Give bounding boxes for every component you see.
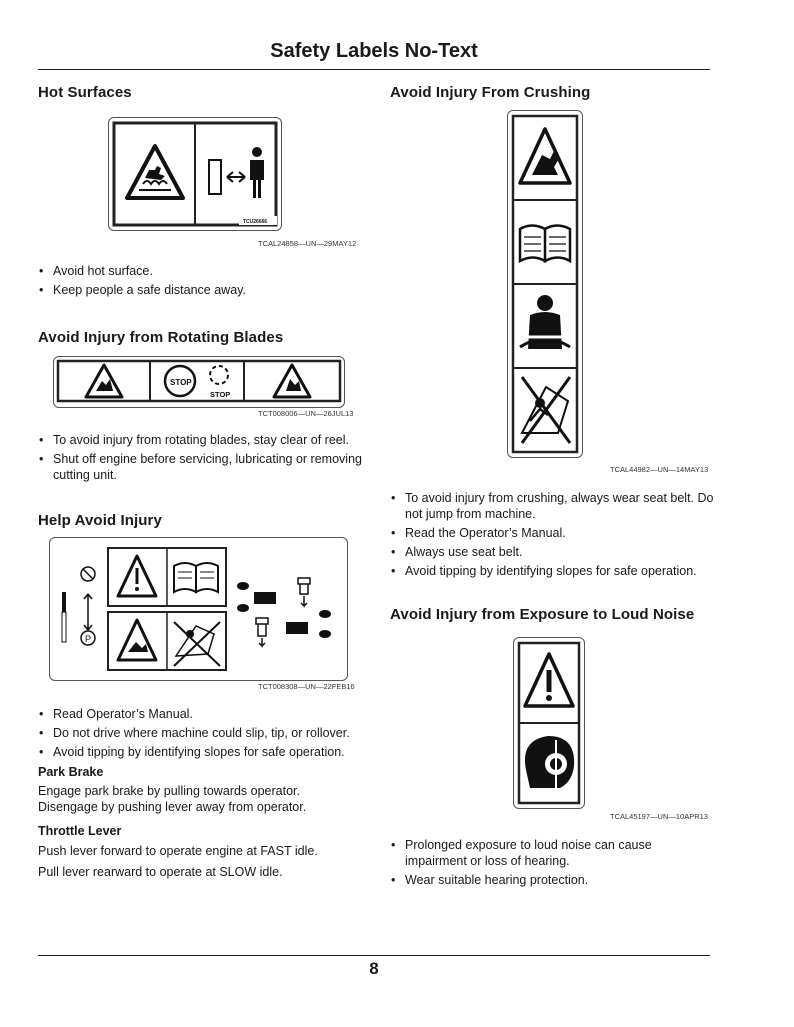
help-avoid-injury-label — [49, 537, 348, 681]
no-rollover-icon — [522, 377, 570, 443]
rotating-blade-warning-icon — [86, 365, 122, 397]
rotating-blades-bullets — [38, 432, 368, 486]
stop-text-2: STOP — [210, 390, 231, 399]
list-item: • Wear suitable hearing protection. — [390, 872, 710, 888]
page-number: 8 — [369, 959, 379, 978]
loud-noise-heading: Avoid Injury from Exposure to Loud Noise — [390, 606, 695, 623]
crushing-caption: TCAL44982—UN—14MAY13 — [610, 465, 709, 474]
warning-icon — [525, 654, 573, 706]
list-item: • Avoid tipping by identifying slopes for safe operation. — [38, 744, 368, 760]
svg-text:P: P — [85, 634, 92, 644]
crushing-bullets — [390, 490, 720, 582]
help-avoid-injury-caption: TCT008308—UN—22FEB16 — [258, 682, 355, 691]
rotating-blade-warning-icon-2 — [274, 365, 310, 397]
seat-belt-icon — [520, 295, 570, 349]
park-brake-text: Engage park brake by pulling towards operator. Disengage by pushing lever away from operator. — [38, 784, 307, 814]
list-item: • Read the Operator’s Manual. — [390, 525, 720, 541]
hot-surfaces-caption: TCAL24858—UN—29MAY12 — [258, 239, 357, 248]
hearing-protection-icon — [525, 736, 574, 788]
slope-diagram-icon — [237, 578, 331, 646]
keep-distance-icon — [209, 147, 264, 198]
crushing-label — [507, 110, 583, 458]
list-item: • To avoid injury from rotating blades, stay clear of reel. — [38, 432, 368, 448]
loud-noise-bullets — [390, 837, 710, 891]
loud-noise-caption: TCAL45197—UN—10APR13 — [610, 812, 708, 821]
list-item: • Always use seat belt. — [390, 544, 720, 560]
park-brake-heading: Park Brake — [38, 765, 104, 779]
crushing-heading: Avoid Injury From Crushing — [390, 84, 591, 101]
no-rollover-icon — [174, 622, 220, 666]
list-item: • Keep people a safe distance away. — [38, 282, 358, 298]
list-item: • Read Operator’s Manual. — [38, 706, 368, 722]
list-item: • Avoid hot surface. — [38, 263, 358, 279]
throttle-lever-heading: Throttle Lever — [38, 824, 122, 838]
crushing-warning-icon — [520, 129, 570, 183]
header-divider — [38, 69, 710, 70]
rotating-blades-heading: Avoid Injury from Rotating Blades — [38, 329, 284, 346]
throttle-lever-text-2: Pull lever rearward to operate at SLOW idle. — [38, 865, 283, 879]
hot-surfaces-label — [108, 117, 282, 231]
hot-surfaces-label-code: TCU26666 — [243, 219, 268, 225]
rollover-warning-icon — [118, 620, 156, 660]
hot-surfaces-heading: Hot Surfaces — [38, 84, 132, 101]
hot-surfaces-bullets — [38, 263, 358, 301]
operators-manual-icon — [174, 563, 218, 592]
list-item: • Shut off engine before servicing, lubricating or removing cutting unit. — [38, 451, 368, 483]
list-item: • Do not drive where machine could slip, tip, or rollover. — [38, 725, 368, 741]
help-avoid-injury-bullets — [38, 706, 368, 763]
list-item: • Prolonged exposure to loud noise can cause impairment or loss of hearing. — [390, 837, 710, 869]
help-avoid-injury-heading: Help Avoid Injury — [38, 512, 162, 529]
stop-text-1: STOP — [170, 378, 192, 387]
throttle-lever-text-1: Push lever forward to operate engine at FAST idle. — [38, 844, 318, 858]
rotating-blades-label — [53, 356, 345, 408]
loud-noise-label — [513, 637, 585, 809]
hot-surface-warning-icon — [127, 146, 183, 198]
warning-icon — [118, 556, 156, 596]
list-item: • Avoid tipping by identifying slopes for safe operation. — [390, 563, 720, 579]
rotating-blades-caption: TCT008006—UN—26JUL13 — [258, 409, 354, 418]
page-title: Safety Labels No-Text — [270, 40, 478, 62]
list-item: • To avoid injury from crushing, always wear seat belt. Do not jump from machine. — [390, 490, 720, 522]
operators-manual-icon — [520, 226, 570, 262]
footer-divider — [38, 955, 710, 956]
stop-engine-icon — [165, 366, 230, 399]
park-brake-icon — [62, 567, 95, 645]
